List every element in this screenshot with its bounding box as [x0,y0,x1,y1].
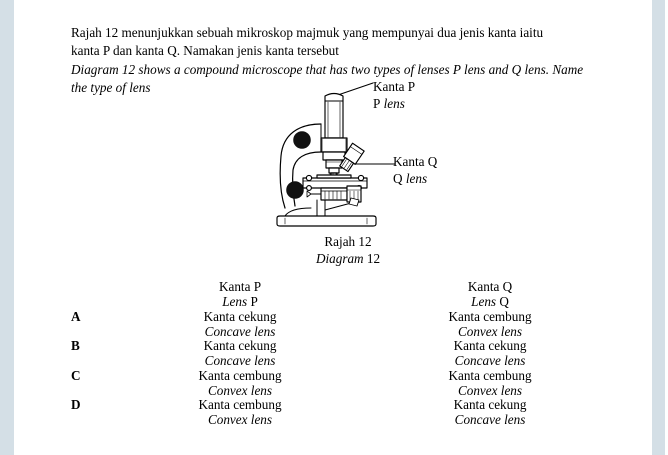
option-c-lens-p [150,368,330,398]
option-d-lens-p [150,397,330,427]
options-header-p-malay: Kanta P [218,279,262,294]
option-a-q-malay: Kanta cembung [448,308,532,324]
options-header-p-english-word: Lens [222,294,248,309]
option-d-lens-q [400,397,580,427]
options-header-q-english-word: Lens [471,294,497,309]
options-header-q-malay: Kanta Q [467,279,513,294]
diagram-label-kanta-p [373,78,415,112]
option-b-p-english: Concave lens [204,353,276,368]
option-c-p-malay: Kanta cembung [198,367,282,383]
option-a-lens-p [150,309,330,339]
options-header-q-english-letter: Q [496,294,509,309]
option-d-q-malay: Kanta cekung [453,397,527,412]
stem-malay-line-1: Rajah 12 menunjukkan sebuah mikroskop majmuk yang mempunyai dua jenis kanta iaitu [71,25,544,40]
label-q-english-letter: Q [393,171,403,186]
option-d-p-english: Convex lens [207,412,273,427]
option-a-lens-q [400,309,580,339]
stem-english-line-1 [71,61,586,79]
stem-english-rest: 12 shows a compound microscope that has two types of lenses P lens and Q lens. Name [118,61,584,77]
options-header-q [400,279,580,309]
label-q-english [393,170,437,187]
option-c-lens-q [400,368,580,398]
diagram-label-kanta-q [393,153,437,187]
label-p-english-word: lens [380,96,405,111]
options-header-q-english [400,294,580,309]
label-p-english-letter: P [373,96,381,111]
caption-english-word: Diagram [315,250,364,266]
option-b-q-malay: Kanta cekung [453,338,527,353]
option-c-q-english: Convex lens [457,382,523,398]
option-a-q-english: Convex lens [457,323,523,339]
option-b-q-english: Concave lens [454,353,526,368]
stem-english-lead: Diagram [71,61,119,77]
caption-english-number: 12 [363,250,381,266]
stem-english-line-2: the type of lens [71,79,151,95]
label-q-malay: Kanta Q [393,154,438,169]
option-a-p-english: Concave lens [204,323,276,339]
options-header-row [0,279,668,309]
option-row-d[interactable] [0,397,668,427]
options-header-p [150,279,330,309]
option-b-lens-q [400,338,580,368]
option-row-b[interactable] [0,338,668,368]
caption-english [268,251,428,268]
label-q-english-word: lens [402,171,428,186]
option-a-p-malay: Kanta cekung [203,308,277,324]
answer-options-table [0,279,668,427]
option-key-b: B [71,338,80,353]
option-c-q-malay: Kanta cembung [448,367,532,383]
option-key-d: D [71,397,81,412]
diagram-caption [268,234,428,267]
option-d-q-english: Concave lens [454,412,526,427]
option-b-lens-p [150,338,330,368]
option-row-a[interactable] [0,309,668,339]
option-key-c: C [71,367,81,383]
label-p-english [373,95,415,112]
stem-malay-line-2: kanta P dan kanta Q. Namakan jenis kanta tersebut [71,43,339,59]
option-key-a: A [71,308,81,324]
caption-malay: Rajah 12 [324,234,372,249]
option-row-c[interactable] [0,368,668,398]
option-c-p-english: Convex lens [207,382,273,398]
options-header-p-english [150,294,330,309]
option-d-p-malay: Kanta cembung [198,397,282,412]
label-p-malay: Kanta P [373,79,416,94]
option-b-p-malay: Kanta cekung [203,338,277,353]
options-header-p-english-letter: P [247,294,258,309]
